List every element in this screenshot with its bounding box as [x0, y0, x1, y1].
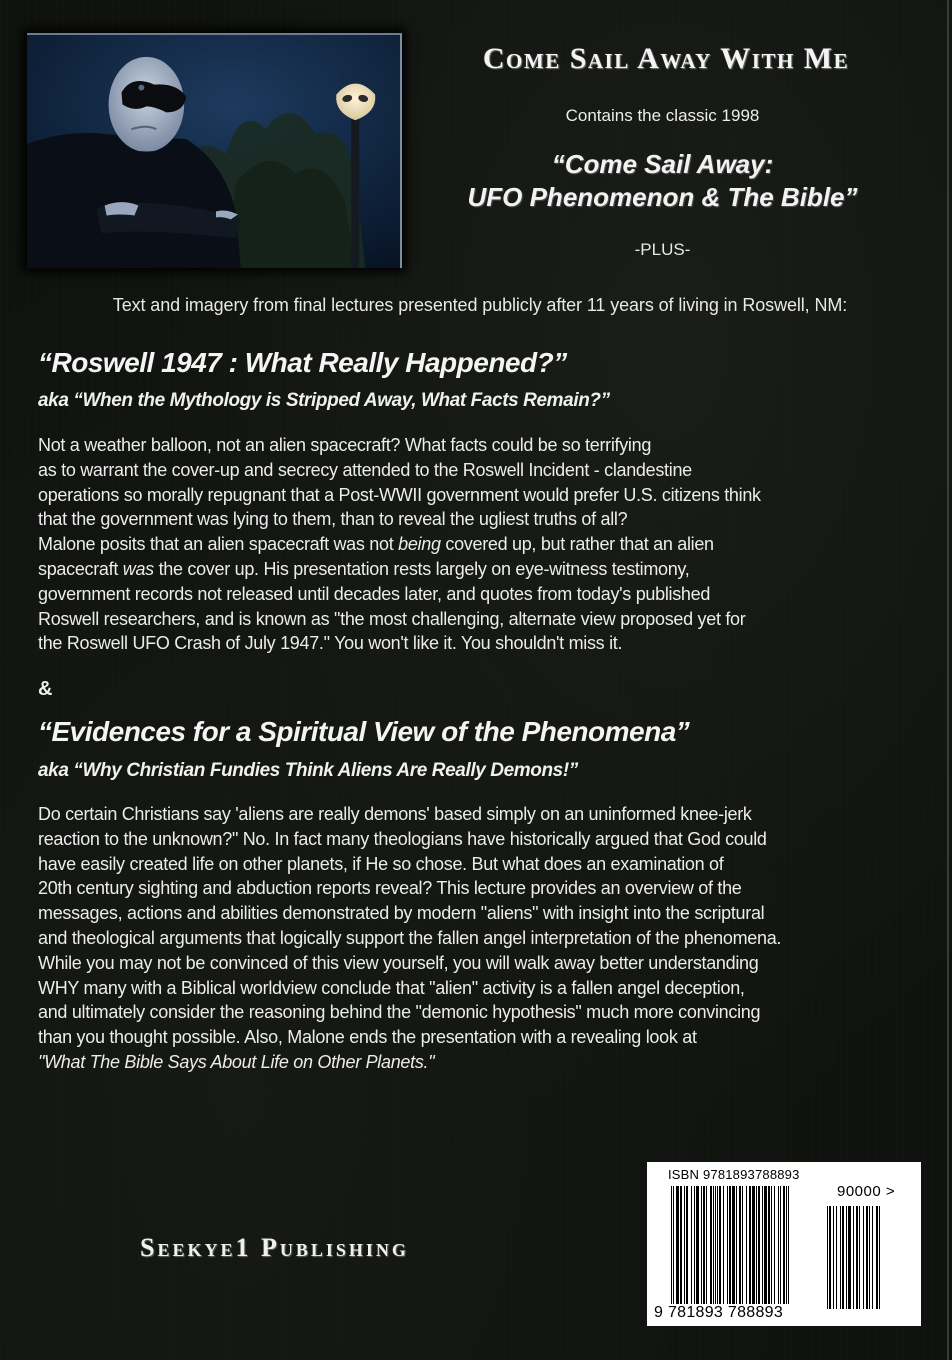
classic-title-line-1: “Come Sail Away:: [551, 149, 774, 179]
body-line: messages, actions and abilities demonstrated by modern "aliens" with insight into the scriptural: [38, 903, 765, 924]
barcode-addon-bars: [827, 1206, 902, 1309]
lecture-1-title: “Roswell 1947 : What Really Happened?”: [38, 347, 567, 378]
body-line: 20th century sighting and abduction reports reveal? This lecture provides an overview of the: [38, 878, 742, 899]
body-line: While you may not be convinced of this view yourself, you will walk away better understanding: [38, 952, 759, 973]
lecture-2-aka: aka “Why Christian Fundies Think Aliens Are Really Demons!”: [38, 760, 578, 781]
isbn-label: ISBN 9781893788893: [668, 1167, 800, 1182]
lecture-1-aka: aka “When the Mythology is Stripped Away, What Facts Remain?”: [38, 390, 610, 411]
body-line: the Roswell UFO Crash of July 1947." You won't like it. You shouldn't miss it.: [38, 633, 623, 654]
body-line: operations so morally repugnant that a Post-WWII government would prefer U.S. citizens think: [38, 484, 761, 505]
body-line: government records not released until decades later, and quotes from today's published: [38, 583, 711, 604]
body-line: than you thought possible. Also, Malone ends the presentation with a revealing look at: [38, 1027, 697, 1048]
body-line: "What The Bible Says About Life on Other Planets.": [38, 1051, 435, 1072]
body-line: as to warrant the cover-up and secrecy attended to the Roswell Incident - clandestine: [38, 459, 692, 480]
author-photo-illustration: [27, 35, 400, 268]
isbn-barcode: [647, 1162, 921, 1326]
book-title: Come Sail Away With Me: [482, 42, 850, 75]
lecture-2-body: [38, 802, 938, 1075]
price-addon-label: 90000 >: [837, 1183, 896, 1200]
ampersand: &: [38, 678, 53, 700]
body-line: Do certain Christians say 'aliens are really demons' based simply on an uninformed knee-jerk: [38, 804, 752, 824]
lecture-1-body: [38, 433, 938, 656]
body-line: spacecraft was the cover up. His presentation rests largely on eye-witness testimony,: [38, 558, 690, 579]
publisher-name: Seekye1 Publishing: [140, 1233, 409, 1262]
contains-line: Contains the classic 1998: [565, 106, 760, 125]
barcode-main-bars: [671, 1186, 819, 1318]
body-line: that the government was lying to them, than to reveal the ugliest truths of all?: [38, 509, 628, 530]
body-line: and theological arguments that logically support the fallen angel interpretation of the phenomena.: [38, 927, 782, 948]
body-line: Not a weather balloon, not an alien spacecraft? What facts could be so terrifying: [38, 435, 652, 455]
isbn-number: 9 781893 788893: [654, 1304, 784, 1321]
plus-separator: -PLUS-: [634, 240, 691, 259]
body-line: Roswell researchers, and is known as "the most challenging, alternate view proposed yet for: [38, 608, 746, 629]
body-line: have easily created life on other planets, if He so chose. But what does an examination of: [38, 853, 724, 874]
lecture-2-title: “Evidences for a Spiritual View of the Phenomena”: [38, 716, 690, 747]
body-line: reaction to the unknown?" No. In fact many theologians have historically argued that God could: [38, 828, 767, 849]
author-photo: [27, 33, 402, 268]
cover-edge-line: [947, 0, 949, 1360]
body-line: WHY many with a Biblical worldview conclude that "alien" activity is a fallen angel deception,: [38, 977, 745, 998]
body-line: and ultimately consider the reasoning behind the "demonic hypothesis" much more convincing: [38, 1002, 761, 1023]
classic-title: [410, 148, 915, 214]
classic-title-line-2: UFO Phenomenon & The Bible”: [467, 182, 858, 212]
body-line: Malone posits that an alien spacecraft was not being covered up, but rather that an alien: [38, 534, 714, 555]
intro-text: Text and imagery from final lectures presented publicly after 11 years of living in Roswell, NM:: [112, 295, 848, 315]
